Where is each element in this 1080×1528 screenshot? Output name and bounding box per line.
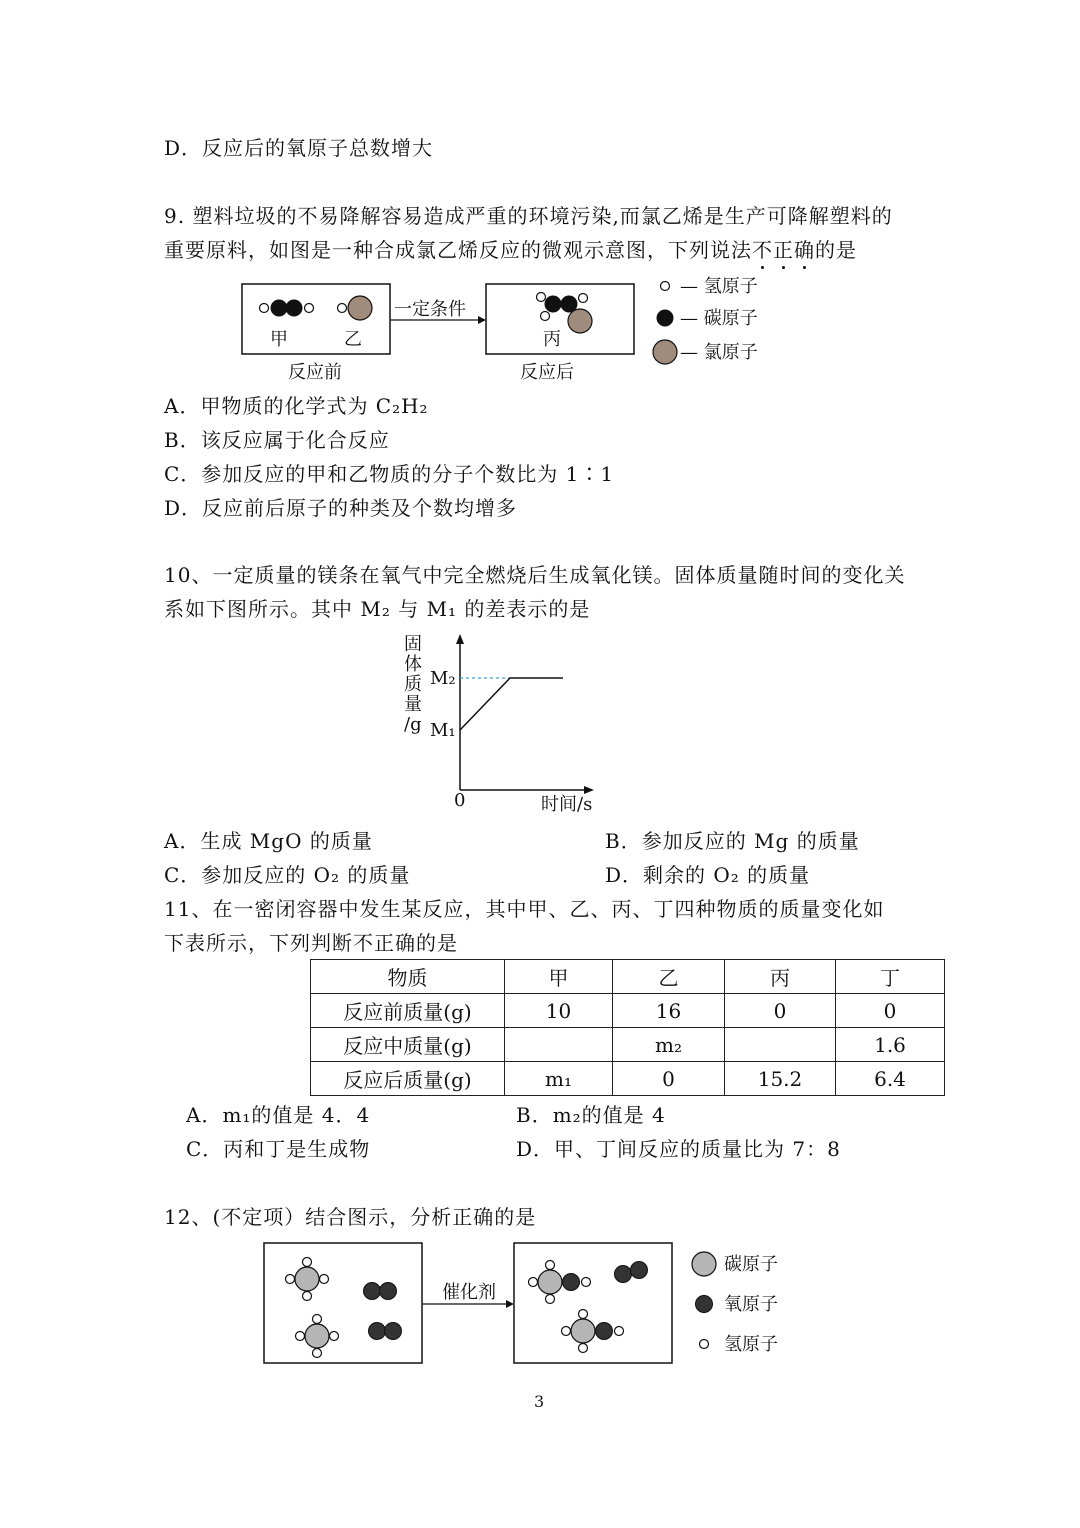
q9-label-bing: 丙 <box>543 329 561 350</box>
q11-option-a: A．m₁的值是 4．4 <box>186 1103 371 1127</box>
table-header: 物质 <box>311 960 505 994</box>
q10-option-d: D．剩余的 O₂ 的质量 <box>605 863 811 887</box>
table-header: 丙 <box>725 960 836 994</box>
q9-option-b: B．该反应属于化合反应 <box>164 428 390 452</box>
table-cell: m₂ <box>613 1028 725 1062</box>
q12-methanol-2 <box>562 1310 624 1353</box>
q12-catalyst-label: 催化剂 <box>442 1282 496 1303</box>
table-header: 乙 <box>613 960 725 994</box>
q12-oxygen-2 <box>369 1323 402 1340</box>
q9-label-jia: 甲 <box>270 329 288 350</box>
table-cell: 1.6 <box>836 1028 945 1062</box>
table-cell: 16 <box>613 994 725 1028</box>
table-cell: 反应中质量(g) <box>311 1028 505 1062</box>
table-cell: 反应前质量(g) <box>311 994 505 1028</box>
q10-ylabel-4: /g <box>404 714 422 735</box>
q12-legend-hydrogen-icon <box>700 1340 709 1349</box>
q9-legend-carbon: — 碳原子 <box>680 308 758 329</box>
table-cell: 0 <box>725 994 836 1028</box>
q12-after-box <box>514 1243 672 1363</box>
q12-legend-hydrogen: 氢原子 <box>724 1334 778 1355</box>
q9-legend-chlorine: — 氯原子 <box>680 342 758 363</box>
q10-option-a: A．生成 MgO 的质量 <box>164 829 373 853</box>
q11-option-c: C．丙和丁是生成物 <box>186 1137 371 1161</box>
q9-reaction-condition: 一定条件 <box>394 299 466 320</box>
q12-legend-oxygen: 氧原子 <box>724 1294 778 1315</box>
q9-label-after: 反应后 <box>520 362 574 383</box>
q12-legend-carbon-icon <box>692 1252 716 1276</box>
q10-xlabel: 时间/s <box>541 794 593 815</box>
q10-origin-label: 0 <box>454 790 466 811</box>
emphasis-char: 确 <box>794 238 815 262</box>
q9-label-yi: 乙 <box>344 329 362 350</box>
q9-option-c: C．参加反应的甲和乙物质的分子个数比为 1∶1 <box>164 462 615 486</box>
q10-stem-line1: 10、一定质量的镁条在氧气中完全燃烧后生成氧化镁。固体质量随时间的变化关 <box>164 563 906 587</box>
q12-oxygen-1 <box>364 1283 397 1300</box>
q10-option-c: C．参加反应的 O₂ 的质量 <box>164 863 411 887</box>
q11-option-d: D．甲、丁间反应的质量比为 7：8 <box>516 1137 841 1161</box>
q12-legend-oxygen-icon <box>696 1296 713 1313</box>
q12-methane-2 <box>296 1315 339 1358</box>
q9-stem-pre: 重要原料，如图是一种合成氯乙烯反应的微观示意图，下列说法 <box>164 238 752 262</box>
table-cell: 0 <box>836 994 945 1028</box>
q10-m1-label: M₁ <box>430 720 456 741</box>
table-header: 丁 <box>836 960 945 994</box>
q10-ylabel-3: 量 <box>404 694 422 715</box>
q11-option-b: B．m₂的值是 4 <box>516 1103 666 1127</box>
q10-ylabel-0: 固 <box>404 634 422 655</box>
q10-option-b: B．参加反应的 Mg 的质量 <box>605 829 860 853</box>
q10-ylabel-2: 质 <box>404 674 422 695</box>
q9-label-before: 反应前 <box>288 362 342 383</box>
q9-option-a: A．甲物质的化学式为 C₂H₂ <box>164 394 429 418</box>
q12-stem: 12、(不定项）结合图示，分析正确的是 <box>164 1205 537 1229</box>
q10-m2-label: M₂ <box>430 668 456 689</box>
table-cell: 反应后质量(g) <box>311 1062 505 1096</box>
q10-ylabel-1: 体 <box>404 654 422 675</box>
table-cell: 6.4 <box>836 1062 945 1096</box>
q11-stem-line2: 下表所示，下列判断不正确的是 <box>164 931 458 955</box>
q12-methane-1 <box>286 1258 329 1301</box>
emphasis-char: 不 <box>752 238 773 262</box>
q9-stem-line1: 9. 塑料垃圾的不易降解容易造成严重的环境污染,而氯乙烯是生产可降解塑料的 <box>164 204 893 228</box>
q9-option-d: D．反应前后原子的种类及个数均增多 <box>164 496 518 520</box>
table-cell: 0 <box>613 1062 725 1096</box>
q8-option-d: D．反应后的氧原子总数增大 <box>164 136 434 160</box>
table-header: 甲 <box>505 960 613 994</box>
q9-stem-post: 的是 <box>815 238 857 262</box>
q9-legend-hydrogen: — 氢原子 <box>680 276 758 297</box>
q12-oxygen-3 <box>615 1262 648 1283</box>
table-cell: 15.2 <box>725 1062 836 1096</box>
q10-stem-line2: 系如下图所示。其中 M₂ 与 M₁ 的差表示的是 <box>164 597 591 621</box>
q11-stem-line1: 11、在一密闭容器中发生某反应，其中甲、乙、丙、丁四种物质的质量变化如 <box>164 897 885 921</box>
q12-methanol-1 <box>529 1261 591 1304</box>
q12-legend-carbon: 碳原子 <box>724 1254 778 1275</box>
table-cell: m₁ <box>505 1062 613 1096</box>
q12-before-box <box>264 1243 422 1363</box>
page-number: 3 <box>534 1392 545 1411</box>
emphasis-char: 正 <box>773 238 794 262</box>
table-cell: 10 <box>505 994 613 1028</box>
